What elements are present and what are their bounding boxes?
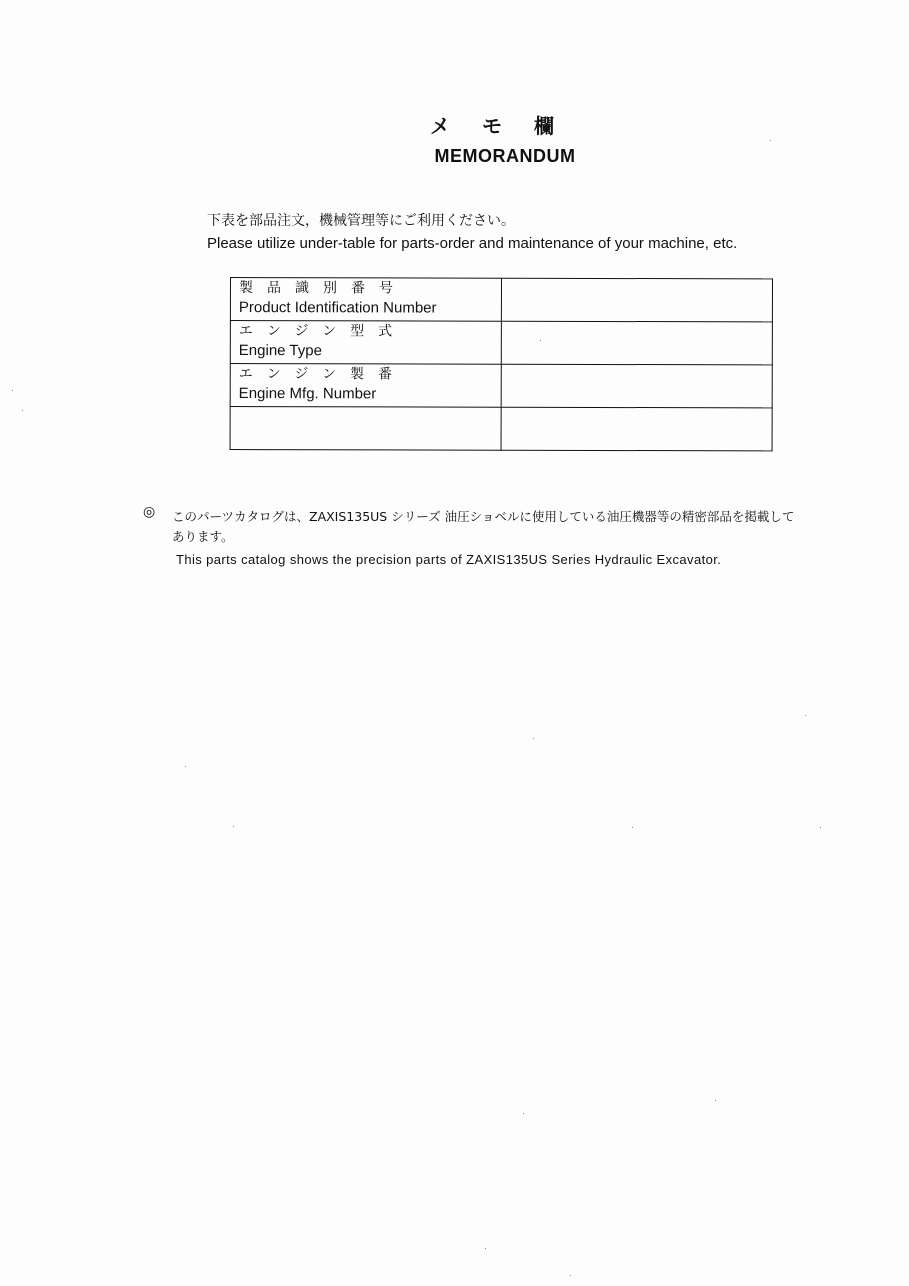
row-label-japanese: エンジン型式 bbox=[238, 323, 407, 340]
table-label-cell bbox=[230, 321, 501, 365]
scan-speck bbox=[533, 738, 534, 739]
scan-speck bbox=[540, 340, 541, 341]
scan-speck bbox=[632, 827, 633, 828]
row-label: Product Identification Number bbox=[238, 299, 437, 317]
table-value-cell bbox=[501, 321, 772, 365]
note-text: This parts catalog shows the precision parts of ZAXIS135US Series Hydraulic Excavator. bbox=[176, 552, 722, 567]
scan-speck bbox=[805, 715, 806, 716]
row-label-japanese: エンジン製番 bbox=[238, 366, 407, 383]
page-title-japanese: メモ欄 bbox=[430, 114, 586, 138]
row-label-japanese bbox=[239, 407, 501, 408]
row-label-japanese: 製品識別番号 bbox=[238, 280, 407, 297]
scan-speck bbox=[820, 827, 821, 828]
scan-speck bbox=[570, 1275, 571, 1276]
intro-text-japanese: 下表を部品注文，機械管理等にご利用ください。 bbox=[207, 213, 515, 229]
page-title: MEMORANDUM bbox=[434, 146, 576, 166]
double-circle-mark: ◎ bbox=[143, 504, 156, 520]
table-row bbox=[230, 407, 772, 451]
memo-table bbox=[230, 277, 773, 451]
table-row bbox=[230, 278, 772, 322]
row-label bbox=[239, 407, 501, 408]
row-label: Engine Mfg. Number bbox=[238, 385, 377, 403]
table-value-cell bbox=[501, 407, 772, 451]
table-row bbox=[230, 321, 772, 365]
scan-speck bbox=[22, 410, 23, 411]
table-label-cell bbox=[230, 407, 501, 451]
table-label-cell bbox=[230, 364, 501, 408]
scan-speck bbox=[715, 1100, 716, 1101]
note-text-japanese: このパーツカタログは、ZAXIS135US シリーズ 油圧ショベルに使用している油圧機器等の精密部品を掲載して bbox=[172, 509, 795, 524]
intro-text: Please utilize under-table for parts-order and maintenance of your machine, etc. bbox=[207, 235, 738, 252]
scan-speck bbox=[770, 140, 771, 141]
note-text-japanese-continued: あります。 bbox=[172, 529, 234, 544]
scan-speck bbox=[185, 766, 186, 767]
table-value-cell bbox=[501, 364, 772, 408]
table-row bbox=[230, 364, 772, 408]
scan-speck bbox=[485, 1248, 486, 1249]
table-label-cell bbox=[230, 278, 501, 322]
scan-speck bbox=[523, 1113, 524, 1114]
row-label: Engine Type bbox=[238, 342, 322, 360]
table-value-cell bbox=[501, 278, 772, 322]
scan-speck bbox=[233, 826, 234, 827]
scan-speck bbox=[12, 390, 13, 391]
